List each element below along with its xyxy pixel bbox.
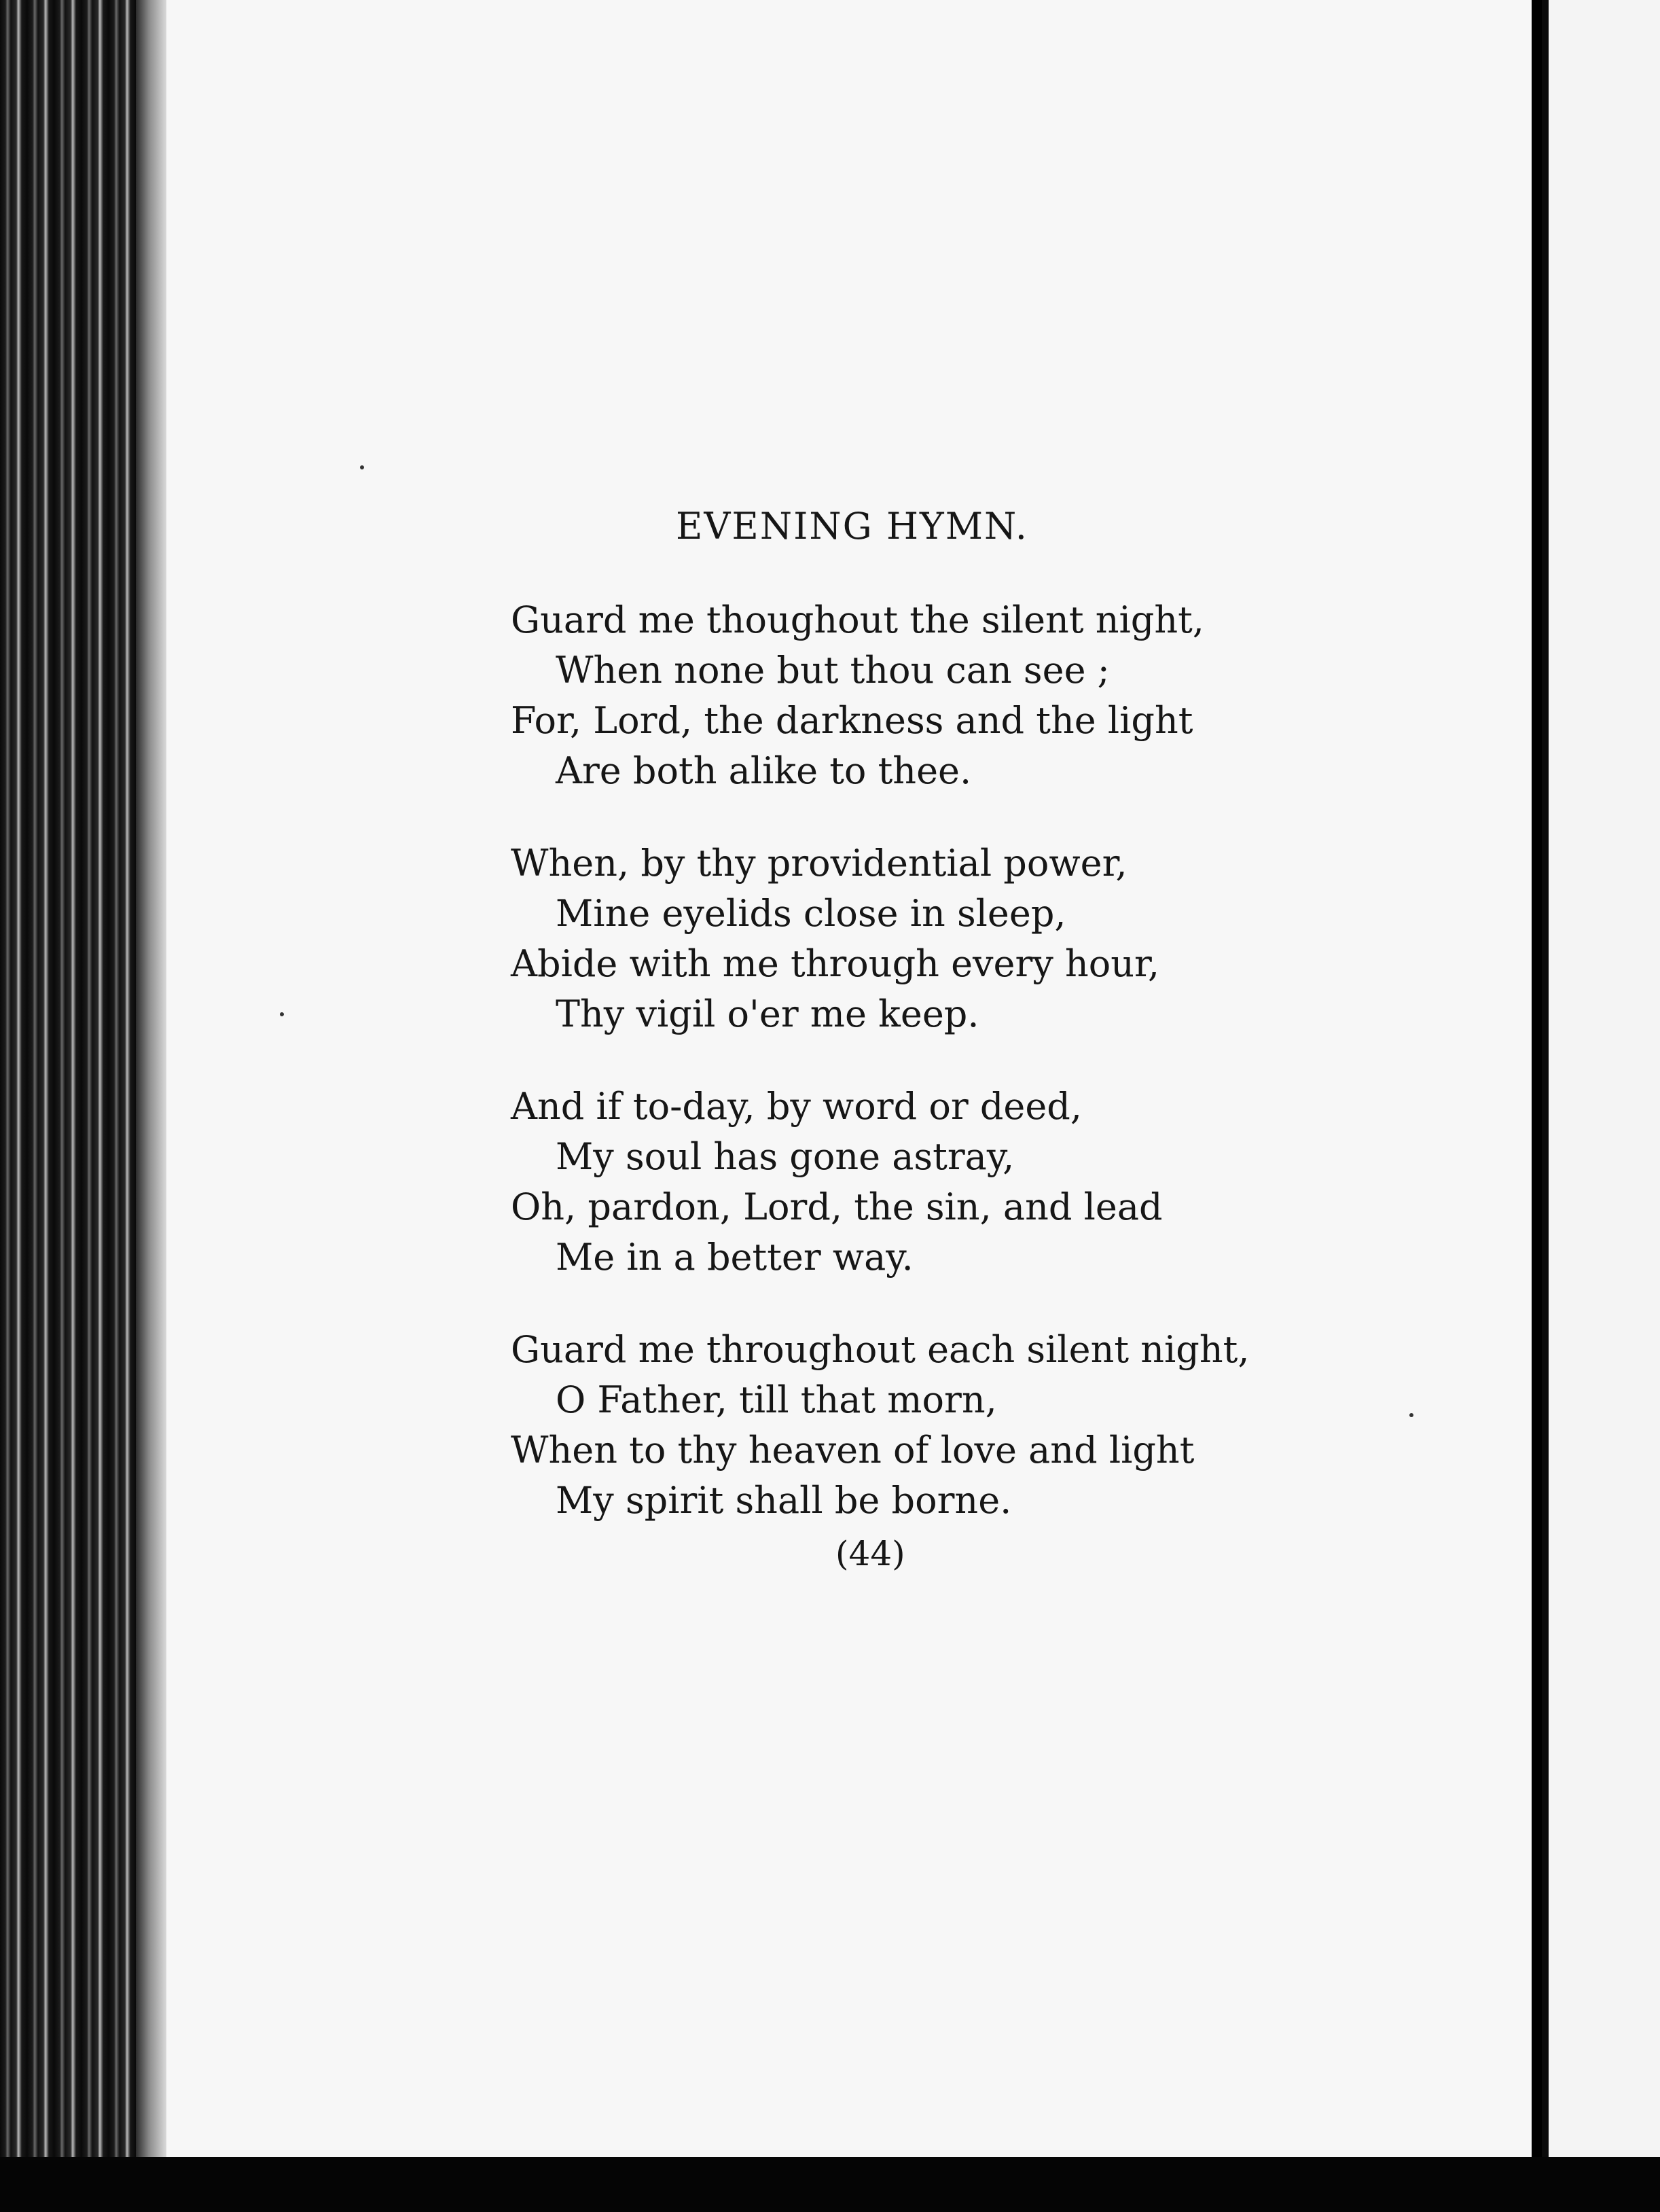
stanza-3 (511, 1082, 1394, 1283)
stanza-1 (511, 595, 1394, 796)
stanza-4 (511, 1325, 1394, 1526)
spine-edge (136, 0, 170, 2212)
poem-line: When none but thou can see ; (556, 649, 1110, 692)
poem-line: My spirit shall be borne. (556, 1479, 1012, 1522)
page-number: (44) (835, 1534, 905, 1573)
poem-line: Oh, pardon, Lord, the sin, and lead (511, 1185, 1163, 1228)
poem-line: Mine eyelids close in sleep, (556, 892, 1066, 935)
poem-line: Guard me thoughout the silent night, (511, 599, 1204, 641)
dust-speck (1409, 1413, 1413, 1417)
poem-body (511, 595, 1394, 1568)
poem-line: Guard me throughout each silent night, (511, 1328, 1250, 1371)
poem-title: EVENING HYMN. (676, 505, 1028, 548)
scan-border-bottom (0, 2157, 1660, 2212)
poem-line: Me in a better way. (556, 1236, 914, 1279)
dust-speck (280, 1012, 284, 1016)
next-leaf-edge (1542, 0, 1660, 2212)
poem-line: When to thy heaven of love and light (511, 1429, 1195, 1471)
stanza-2 (511, 838, 1394, 1039)
poem-line: And if to-day, by word or deed, (511, 1085, 1083, 1128)
poem-line: My soul has gone astray, (556, 1135, 1015, 1178)
poem-line: Are both alike to thee. (556, 749, 972, 792)
poem-line: Thy vigil o'er me keep. (556, 993, 979, 1035)
poem-line: Abide with me through every hour, (511, 942, 1160, 985)
poem-line: For, Lord, the darkness and the light (511, 699, 1193, 742)
dust-speck (360, 465, 364, 469)
poem-line: O Father, till that morn, (556, 1378, 997, 1421)
poem-line: When, by thy providential power, (511, 842, 1127, 885)
